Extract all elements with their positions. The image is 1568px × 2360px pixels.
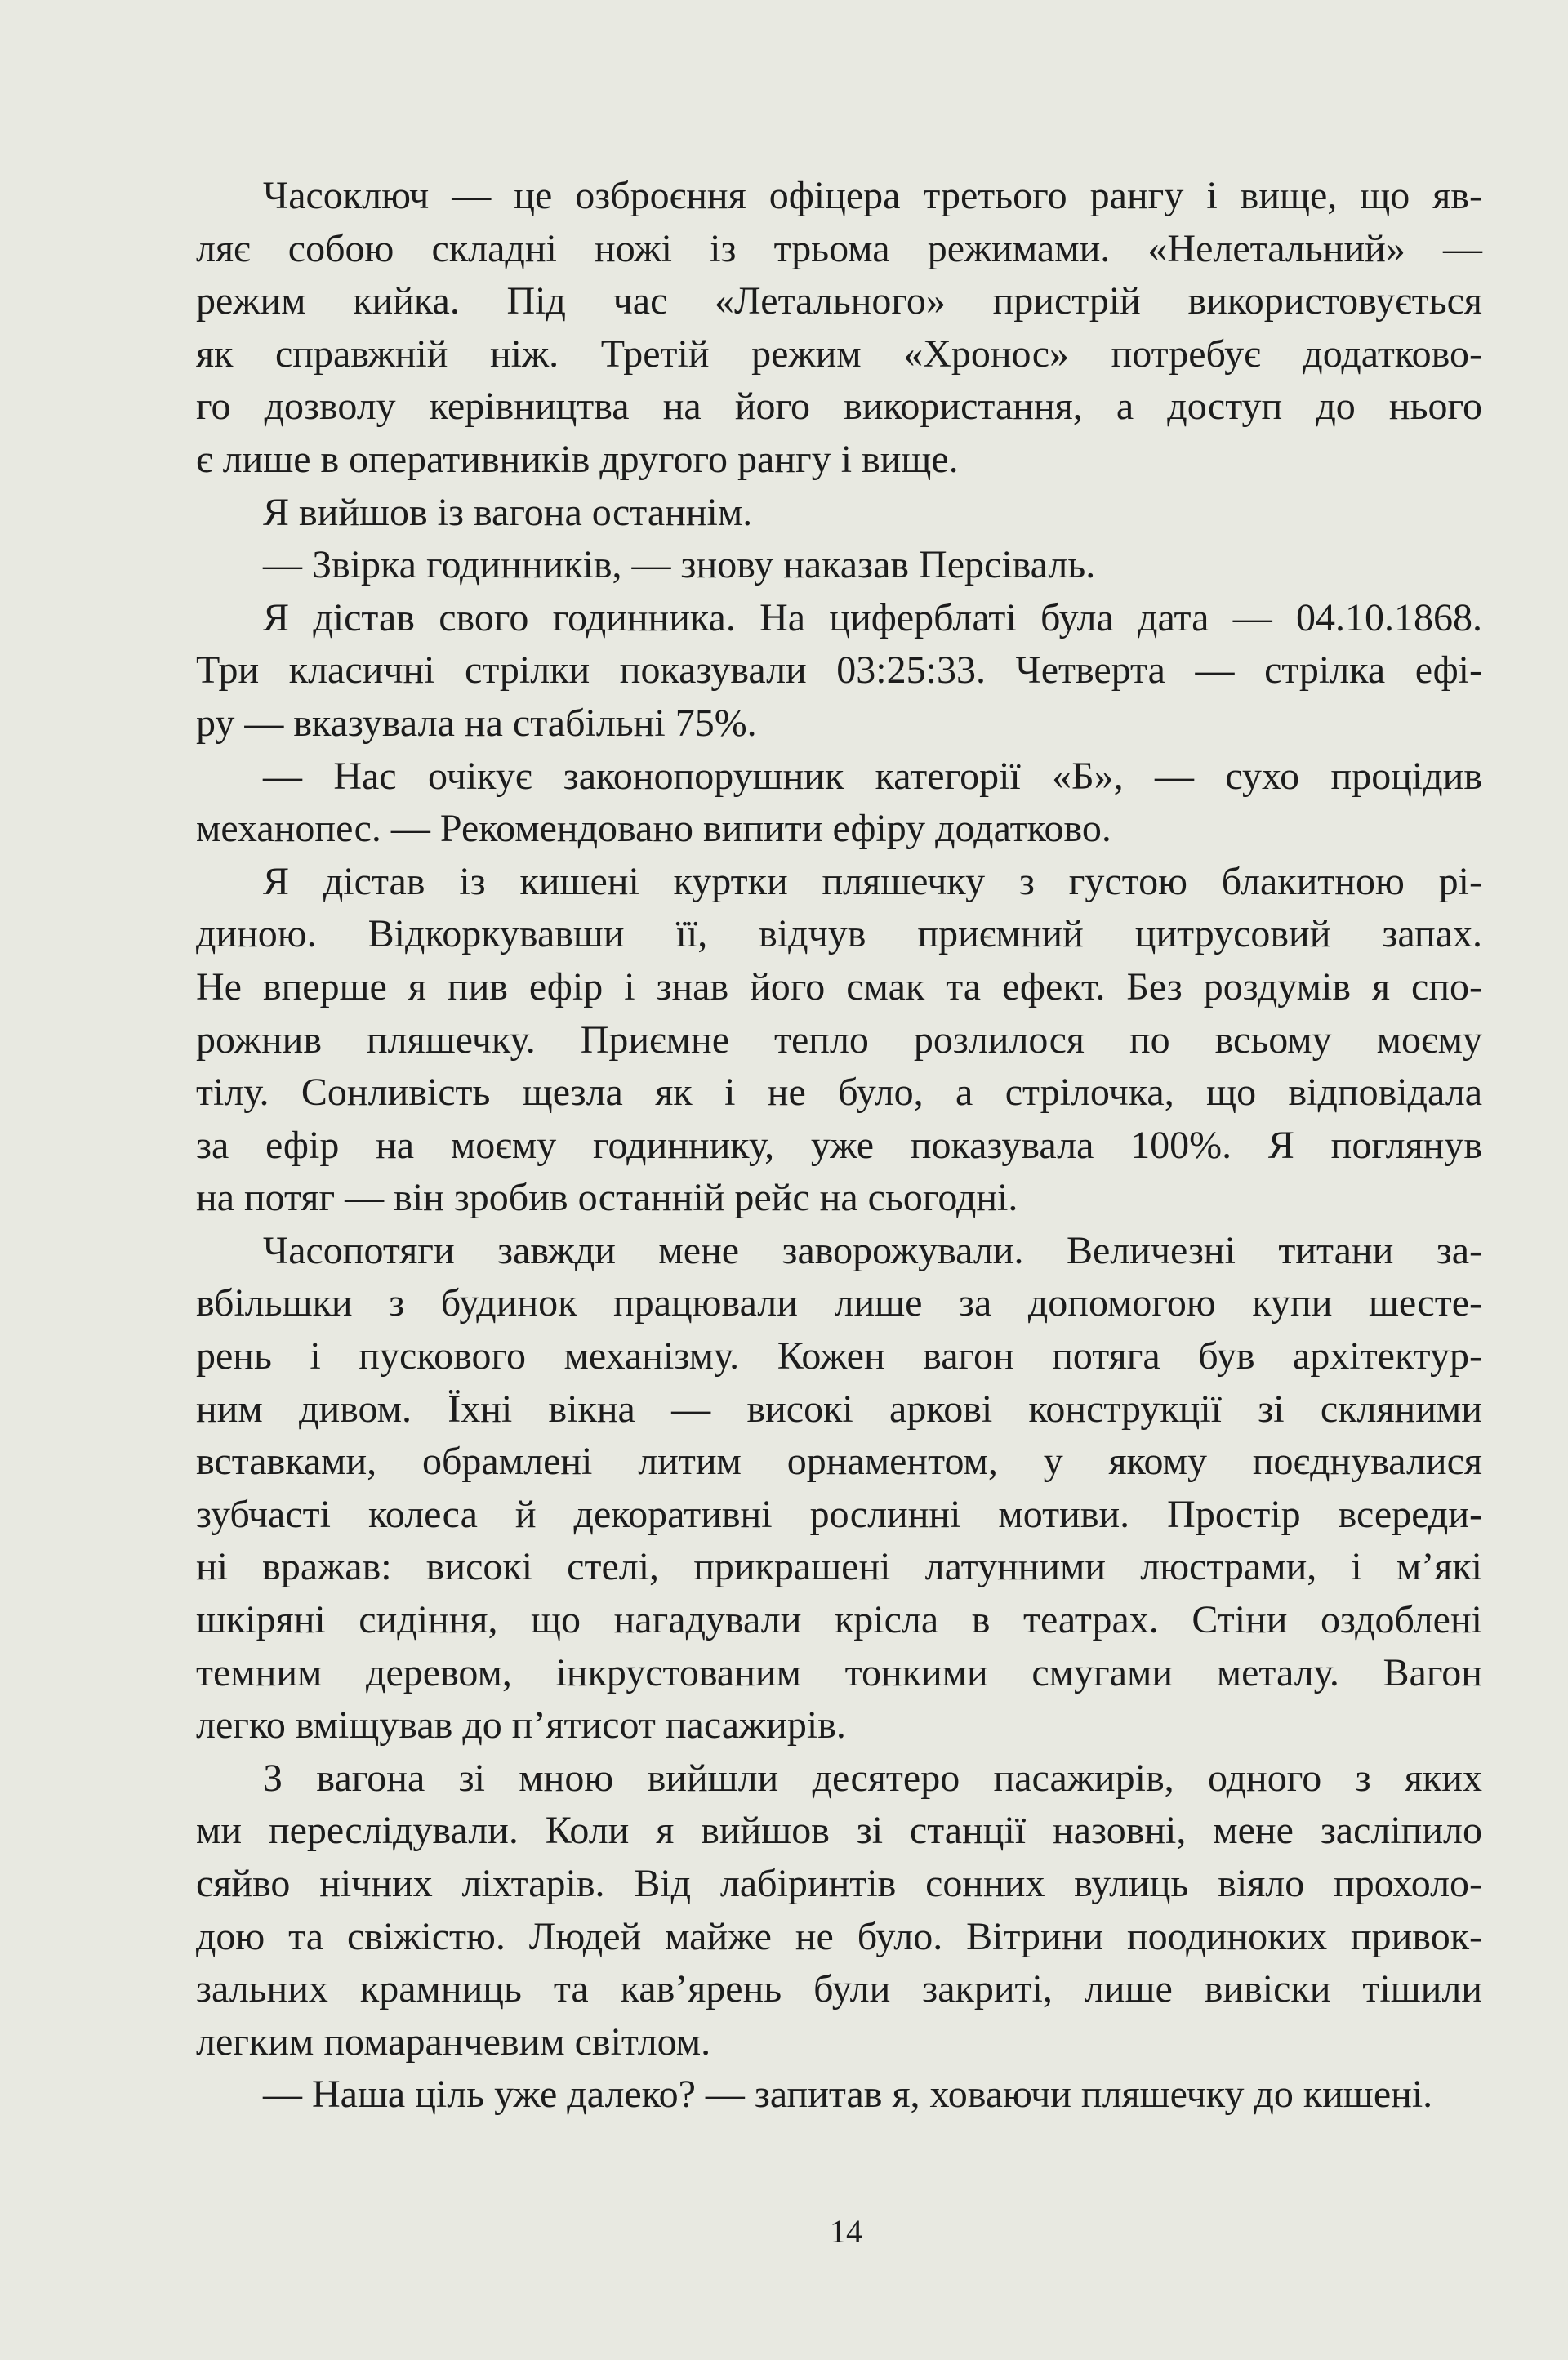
- text-line: Я дістав свого годинника. На циферблаті була дата — 04.10.1868.: [263, 595, 1482, 639]
- paragraph: [196, 539, 1482, 592]
- text-line: З вагона зі мною вийшли десятеро пасажирів, одного з яких: [263, 1756, 1482, 1800]
- page-number: 14: [830, 2213, 862, 2250]
- text-line: Не вперше я пив ефір і знав його смак та ефект. Без роздумів я спо-: [196, 964, 1482, 1009]
- text-line: шкіряні сидіння, що нагадували крісла в театрах. Стіни оздоблені: [196, 1598, 1482, 1642]
- text-line: темним деревом, інкрустованим тонкими смугами металу. Вагон: [196, 1650, 1482, 1694]
- paragraph: [196, 487, 1482, 540]
- text-line: го дозволу керівництва на його використання, а доступ до нього: [196, 385, 1482, 429]
- text-line: вбільшки з будинок працювали лише за допомогою купи шесте-: [196, 1281, 1482, 1325]
- text-line: зубчасті колеса й декоративні рослинні мотиви. Простір всереди-: [196, 1492, 1482, 1536]
- text-line: ми переслідували. Коли я вийшов зі станції назовні, мене засліпило: [196, 1809, 1482, 1853]
- text-line: зальних крамниць та кав’ярень були закриті, лише вивіски тішили: [196, 1967, 1482, 2011]
- text-line: ляє собою складні ножі із трьома режимами. «Нелетальний» —: [196, 226, 1482, 270]
- text-line: Я дістав із кишені куртки пляшечку з густою блакитною рі-: [263, 859, 1482, 903]
- text-line: легким помаранчевим світлом.: [196, 2019, 711, 2064]
- text-line: Три класичні стрілки показували 03:25:33. Четверта — стрілка ефі-: [196, 648, 1482, 692]
- text-line: механопес. — Рекомендовано випити ефіру додатково.: [196, 807, 1111, 851]
- text-line: ні вражав: високі стелі, прикрашені латунними люстрами, і м’які: [196, 1545, 1482, 1589]
- paragraph: [196, 750, 1482, 856]
- text-line: ним дивом. Їхні вікна — високі аркові конструкції зі скляними: [196, 1387, 1482, 1431]
- paragraph: [196, 1225, 1482, 1752]
- text-line: на потяг — він зробив останній рейс на сьогодні.: [196, 1176, 1018, 1220]
- text-line: дою та свіжістю. Людей майже не було. Вітрини поодиноких привок-: [196, 1914, 1482, 1958]
- text-line: вставками, обрамлені литим орнаментом, у якому поєднувалися: [196, 1440, 1482, 1484]
- paragraph: [196, 1752, 1482, 2069]
- paragraph: [196, 2068, 1482, 2122]
- text-line: Я вийшов із вагона останнім.: [263, 490, 753, 534]
- text-line: Часопотяги завжди мене заворожували. Величезні титани за-: [263, 1228, 1482, 1272]
- text-line: сяйво нічних ліхтарів. Від лабіринтів сонних вулиць віяло прохоло-: [196, 1862, 1482, 1905]
- text-line: рень і пускового механізму. Кожен вагон потяга був архітектур-: [196, 1334, 1482, 1378]
- text-line: ру — вказувала на стабільні 75%.: [196, 701, 757, 745]
- text-line: — Звірка годинників, — знову наказав Персіваль.: [263, 543, 1096, 587]
- text-line: є лише в оперативників другого рангу і вище.: [196, 437, 959, 481]
- text-line: — Наша ціль уже далеко? — запитав я, ховаючи пляшечку до кишені.: [263, 2073, 1433, 2117]
- text-line: Часоключ — це озброєння офіцера третього рангу і вище, що яв-: [263, 174, 1482, 217]
- paragraph: [196, 856, 1482, 1225]
- text-line: як справжній ніж. Третій режим «Хронос» потребує додатково-: [196, 332, 1482, 376]
- text-line: — Нас очікує законопорушник категорії «Б», — сухо процідив: [263, 754, 1482, 798]
- text-line: легко вміщував до п’ятисот пасажирів.: [196, 1703, 846, 1748]
- paragraph: [196, 170, 1482, 487]
- page-body-text: [196, 170, 1482, 2122]
- text-line: режим кийка. Під час «Летального» пристрій використовується: [196, 279, 1482, 323]
- text-line: диною. Відкоркувавши її, відчув приємний цитрусовий запах.: [196, 912, 1482, 956]
- text-line: рожнив пляшечку. Приємне тепло розлилося по всьому моєму: [196, 1017, 1482, 1062]
- paragraph: [196, 592, 1482, 750]
- text-line: тілу. Сонливість щезла як і не було, а стрілочка, що відповідала: [196, 1071, 1482, 1115]
- text-line: за ефір на моєму годиннику, уже показувала 100%. Я поглянув: [196, 1123, 1482, 1167]
